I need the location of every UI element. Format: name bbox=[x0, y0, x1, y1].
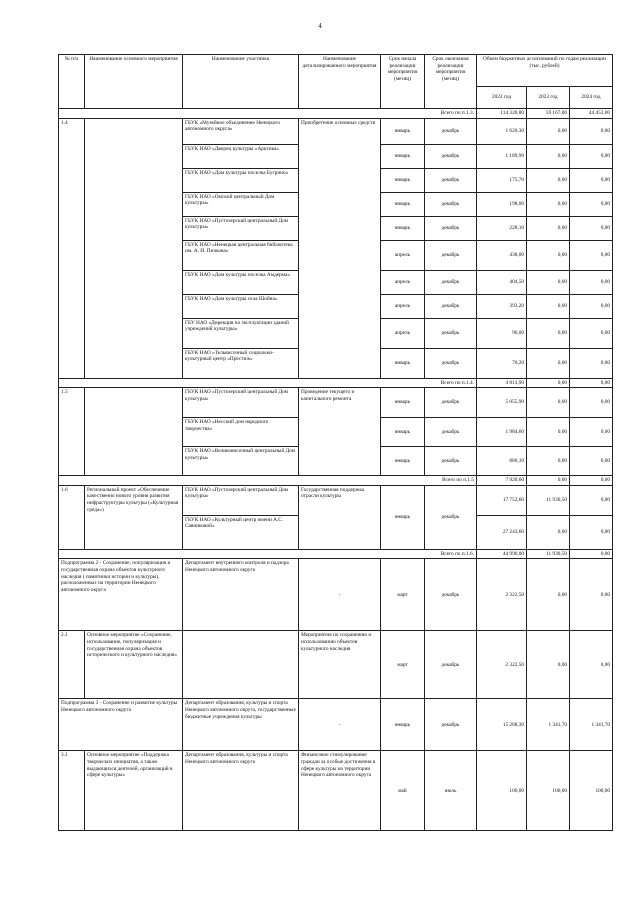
participant-cell: ГБУК НАО «Несский дом народного творчества» bbox=[183, 418, 299, 447]
end-cell: декабрь bbox=[425, 192, 477, 216]
detailed-event-cell: Государственная поддержка отрасли культуры bbox=[299, 485, 381, 549]
value-cell: 0,00 bbox=[570, 240, 613, 270]
start-cell: январь bbox=[381, 699, 425, 751]
main-event-cell: Региональный проект «Обеспечение качественно нового уровня развития инфраструктуры культуры («Культурная среда») bbox=[85, 485, 183, 549]
value-cell: 0,00 bbox=[527, 168, 570, 192]
participant-cell: ГБУК НАО «Великовисочный центральный Дом культуры» bbox=[183, 447, 299, 476]
participant-cell: ГБУК «Музейное объединение Ненецкого автономного округа» bbox=[183, 118, 299, 144]
value-cell: 0,00 bbox=[570, 447, 613, 476]
value-cell: 0,00 bbox=[570, 348, 613, 378]
start-cell: январь bbox=[381, 216, 425, 240]
main-event-cell: Основное мероприятие «Сохранение, использование, популяризация и государственная охрана объектов исторического и культурного наследия» bbox=[85, 631, 183, 699]
value-cell: 15 268,30 bbox=[477, 699, 527, 751]
value-cell: 198,00 bbox=[477, 192, 527, 216]
value-cell: 1 620,30 bbox=[477, 118, 527, 144]
detailed-event-cell: - bbox=[299, 559, 381, 631]
end-cell: декабрь bbox=[425, 447, 477, 476]
end-cell: декабрь bbox=[425, 559, 477, 631]
value-cell: 0,00 bbox=[570, 559, 613, 631]
total-label: Всего по п.1.6. bbox=[59, 549, 477, 559]
value-cell: 393,20 bbox=[477, 294, 527, 318]
value-cell: 0,00 bbox=[570, 631, 613, 699]
participant-cell: ГБУК НАО «Тельвисочный социально-культурный центр «Престиж» bbox=[183, 348, 299, 378]
section-number: 1.4 bbox=[59, 118, 85, 378]
value-cell: 27 243,60 bbox=[477, 515, 527, 549]
value-cell: 0,00 bbox=[527, 631, 570, 699]
end-cell: декабрь bbox=[425, 216, 477, 240]
total-value: 0,00 bbox=[527, 378, 570, 388]
participant-cell: ГБУ НАО «Дирекция по эксплуатации зданий учреждений культуры» bbox=[183, 318, 299, 348]
total-value: 0,00 bbox=[570, 378, 613, 388]
start-cell: январь bbox=[381, 418, 425, 447]
participant-cell: Департамент образования, культуры и спорта Ненецкого автономного округа, государственные бюджетные учреждения культуры bbox=[183, 699, 299, 751]
end-cell: декабрь bbox=[425, 118, 477, 144]
header-start: Срок начала реализации мероприятия (месяц) bbox=[381, 55, 425, 109]
value-cell: 2 322,50 bbox=[477, 559, 527, 631]
header-participant: Наименование участника bbox=[183, 55, 299, 109]
value-cell: 100,00 bbox=[477, 751, 527, 831]
total-label: Всего по п.1.3. bbox=[59, 109, 477, 119]
start-cell: январь bbox=[381, 192, 425, 216]
end-cell: декабрь bbox=[425, 144, 477, 168]
start-cell: январь bbox=[381, 447, 425, 476]
end-cell: декабрь bbox=[425, 294, 477, 318]
start-cell: январь bbox=[381, 144, 425, 168]
participant-cell: ГБУК НАО «Пустозерский центральный Дом культуры» bbox=[183, 388, 299, 418]
value-cell: 0,00 bbox=[570, 388, 613, 418]
total-value: 0,00 bbox=[570, 549, 613, 559]
end-cell: декабрь bbox=[425, 168, 477, 192]
end-cell: декабрь bbox=[425, 388, 477, 418]
value-cell: 438,00 bbox=[477, 240, 527, 270]
detailed-event-cell: - bbox=[299, 699, 381, 751]
end-cell: декабрь bbox=[425, 699, 477, 751]
value-cell: 5 055,90 bbox=[477, 388, 527, 418]
value-cell: 100,00 bbox=[527, 751, 570, 831]
page-number: 4 bbox=[318, 22, 322, 30]
value-cell: 0,00 bbox=[570, 418, 613, 447]
section-number: 1.5 bbox=[59, 388, 85, 476]
value-cell: 0,00 bbox=[570, 192, 613, 216]
value-cell: 0,00 bbox=[527, 294, 570, 318]
value-cell: 0,00 bbox=[570, 216, 613, 240]
value-cell: 0,00 bbox=[527, 216, 570, 240]
participant-cell: ГБУК НАО «Пустозерский центральный Дом культуры» bbox=[183, 216, 299, 240]
value-cell: 0,00 bbox=[527, 447, 570, 476]
value-cell: 1 984,60 bbox=[477, 418, 527, 447]
participant-cell: ГБУК НАО «Дом культуры поселка Амдерма» bbox=[183, 270, 299, 294]
total-label: Всего по п.1.4. bbox=[59, 378, 477, 388]
value-cell: 11 930,50 bbox=[527, 485, 570, 515]
section-number: 2.1 bbox=[59, 631, 85, 699]
subprogram-name: Подпрограмма 2 - Сохранение, популяризация и государственная охрана объектов культурного наследия ( памятники истории и культуры), расположенных на территории Ненецкого автономного округа bbox=[59, 559, 183, 631]
end-cell: декабрь bbox=[425, 485, 477, 549]
participant-cell: ГБУК НАО «Ненецкая центральная библиотека им. А. И. Пичкова» bbox=[183, 240, 299, 270]
header-num: № п/п bbox=[59, 55, 85, 109]
header-budget: Объем бюджетных ассигнований по годам реализации (тыс. рублей) bbox=[477, 55, 613, 87]
value-cell: 1 189,90 bbox=[477, 144, 527, 168]
detailed-event-cell: Мероприятия по сохранению и использованию объектов культурного наследия bbox=[299, 631, 381, 699]
budget-table bbox=[58, 54, 613, 831]
header-2023: 2023 год bbox=[527, 87, 570, 109]
section-number: 3.1 bbox=[59, 751, 85, 831]
value-cell: 0,00 bbox=[527, 270, 570, 294]
total-value: 0,00 bbox=[527, 476, 570, 486]
participant-cell bbox=[183, 631, 299, 699]
participant-cell: Департамент образования, культуры и спорта Ненецкого автономного округа bbox=[183, 751, 299, 831]
main-event-cell bbox=[85, 118, 183, 378]
value-cell: 0,00 bbox=[527, 559, 570, 631]
header-end: Срок окончания реализации мероприятия (месяц) bbox=[425, 55, 477, 109]
value-cell: 70,20 bbox=[477, 348, 527, 378]
value-cell: 0,00 bbox=[570, 515, 613, 549]
section-number: 1.6 bbox=[59, 485, 85, 549]
start-cell: апрель bbox=[381, 318, 425, 348]
end-cell: декабрь bbox=[425, 318, 477, 348]
value-cell: 2 322,50 bbox=[477, 631, 527, 699]
start-cell: январь bbox=[381, 485, 425, 549]
total-value: 44 453,00 bbox=[570, 109, 613, 119]
value-cell: 175,70 bbox=[477, 168, 527, 192]
participant-cell: ГБУК НАО «Дом культуры поселка Бугрино» bbox=[183, 168, 299, 192]
start-cell: январь bbox=[381, 168, 425, 192]
start-cell: май bbox=[381, 751, 425, 831]
value-cell: 0,00 bbox=[570, 168, 613, 192]
start-cell: январь bbox=[381, 348, 425, 378]
value-cell: 1 341,70 bbox=[570, 699, 613, 751]
value-cell: 880,10 bbox=[477, 447, 527, 476]
end-cell: декабрь bbox=[425, 240, 477, 270]
participant-cell: ГБУК НАО «Дворец культуры «Арктика» bbox=[183, 144, 299, 168]
main-event-cell: Основное мероприятие «Поддержка творческих инициатив, а также выдающихся деятелей, организаций в сфере культуры» bbox=[85, 751, 183, 831]
header-detailed-event: Наименование детализированного мероприятия bbox=[299, 55, 381, 109]
value-cell: 0,00 bbox=[527, 144, 570, 168]
detailed-event-cell: Финансовое стимулирование граждан за особые достижения в сфере культуры на территории Ненецкого автономного округа bbox=[299, 751, 381, 831]
total-value: 7 920,60 bbox=[477, 476, 527, 486]
end-cell: декабрь bbox=[425, 418, 477, 447]
value-cell: 0,00 bbox=[527, 240, 570, 270]
start-cell: январь bbox=[381, 118, 425, 144]
end-cell: декабрь bbox=[425, 631, 477, 699]
main-event-cell bbox=[85, 388, 183, 476]
value-cell: 1 341,70 bbox=[527, 699, 570, 751]
subprogram-name: Подпрограмма 3 - Сохранение и развитие культуры Ненецкого автономного округа bbox=[59, 699, 183, 751]
value-cell: 0,00 bbox=[570, 118, 613, 144]
value-cell: 0,00 bbox=[570, 485, 613, 515]
value-cell: 0,00 bbox=[527, 418, 570, 447]
start-cell: апрель bbox=[381, 294, 425, 318]
total-value: 59 167,00 bbox=[527, 109, 570, 119]
total-value: 44 996,00 bbox=[477, 549, 527, 559]
participant-cell: ГБУК НАО «Культурный центр имени А.С. Савинковой» bbox=[183, 515, 299, 549]
end-cell: декабрь bbox=[425, 270, 477, 294]
value-cell: 0,00 bbox=[527, 515, 570, 549]
value-cell: 0,00 bbox=[527, 388, 570, 418]
start-cell: январь bbox=[381, 388, 425, 418]
value-cell: 228,10 bbox=[477, 216, 527, 240]
start-cell: апрель bbox=[381, 240, 425, 270]
value-cell: 0,00 bbox=[570, 270, 613, 294]
total-label: Всего по п.1.5 bbox=[59, 476, 477, 486]
value-cell: 0,00 bbox=[527, 318, 570, 348]
value-cell: 404,50 bbox=[477, 270, 527, 294]
header-2022: 2022 год bbox=[477, 87, 527, 109]
participant-cell: ГБУК НАО «Пустозерский центральный Дом культуры» bbox=[183, 485, 299, 515]
participant-cell: ГБУК НАО «Дом культуры села Шойна» bbox=[183, 294, 299, 318]
participant-cell: Департамент внутреннего контроля и надзора Ненецкого автономного округа bbox=[183, 559, 299, 631]
header-2024: 2024 год bbox=[570, 87, 613, 109]
value-cell: 100,00 bbox=[570, 751, 613, 831]
value-cell: 0,00 bbox=[570, 294, 613, 318]
detailed-event-cell: Приобретение основных средств bbox=[299, 118, 381, 378]
value-cell: 0,00 bbox=[570, 144, 613, 168]
start-cell: март bbox=[381, 559, 425, 631]
total-value: 11 930,50 bbox=[527, 549, 570, 559]
detailed-event-cell: Проведение текущего и капитального ремонта bbox=[299, 388, 381, 476]
end-cell: декабрь bbox=[425, 348, 477, 378]
total-value: 0,00 bbox=[570, 476, 613, 486]
value-cell: 0,00 bbox=[527, 192, 570, 216]
value-cell: 17 752,60 bbox=[477, 485, 527, 515]
participant-cell: ГБУК НАО «Омский центральный Дом культуры» bbox=[183, 192, 299, 216]
value-cell: 0,00 bbox=[527, 348, 570, 378]
value-cell: 96,00 bbox=[477, 318, 527, 348]
header-main-event: Наименование основного мероприятия bbox=[85, 55, 183, 109]
start-cell: апрель bbox=[381, 270, 425, 294]
value-cell: 0,00 bbox=[527, 118, 570, 144]
total-value: 114 320,80 bbox=[477, 109, 527, 119]
value-cell: 0,00 bbox=[570, 318, 613, 348]
total-value: 4 813,90 bbox=[477, 378, 527, 388]
end-cell: июль bbox=[425, 751, 477, 831]
start-cell: март bbox=[381, 631, 425, 699]
